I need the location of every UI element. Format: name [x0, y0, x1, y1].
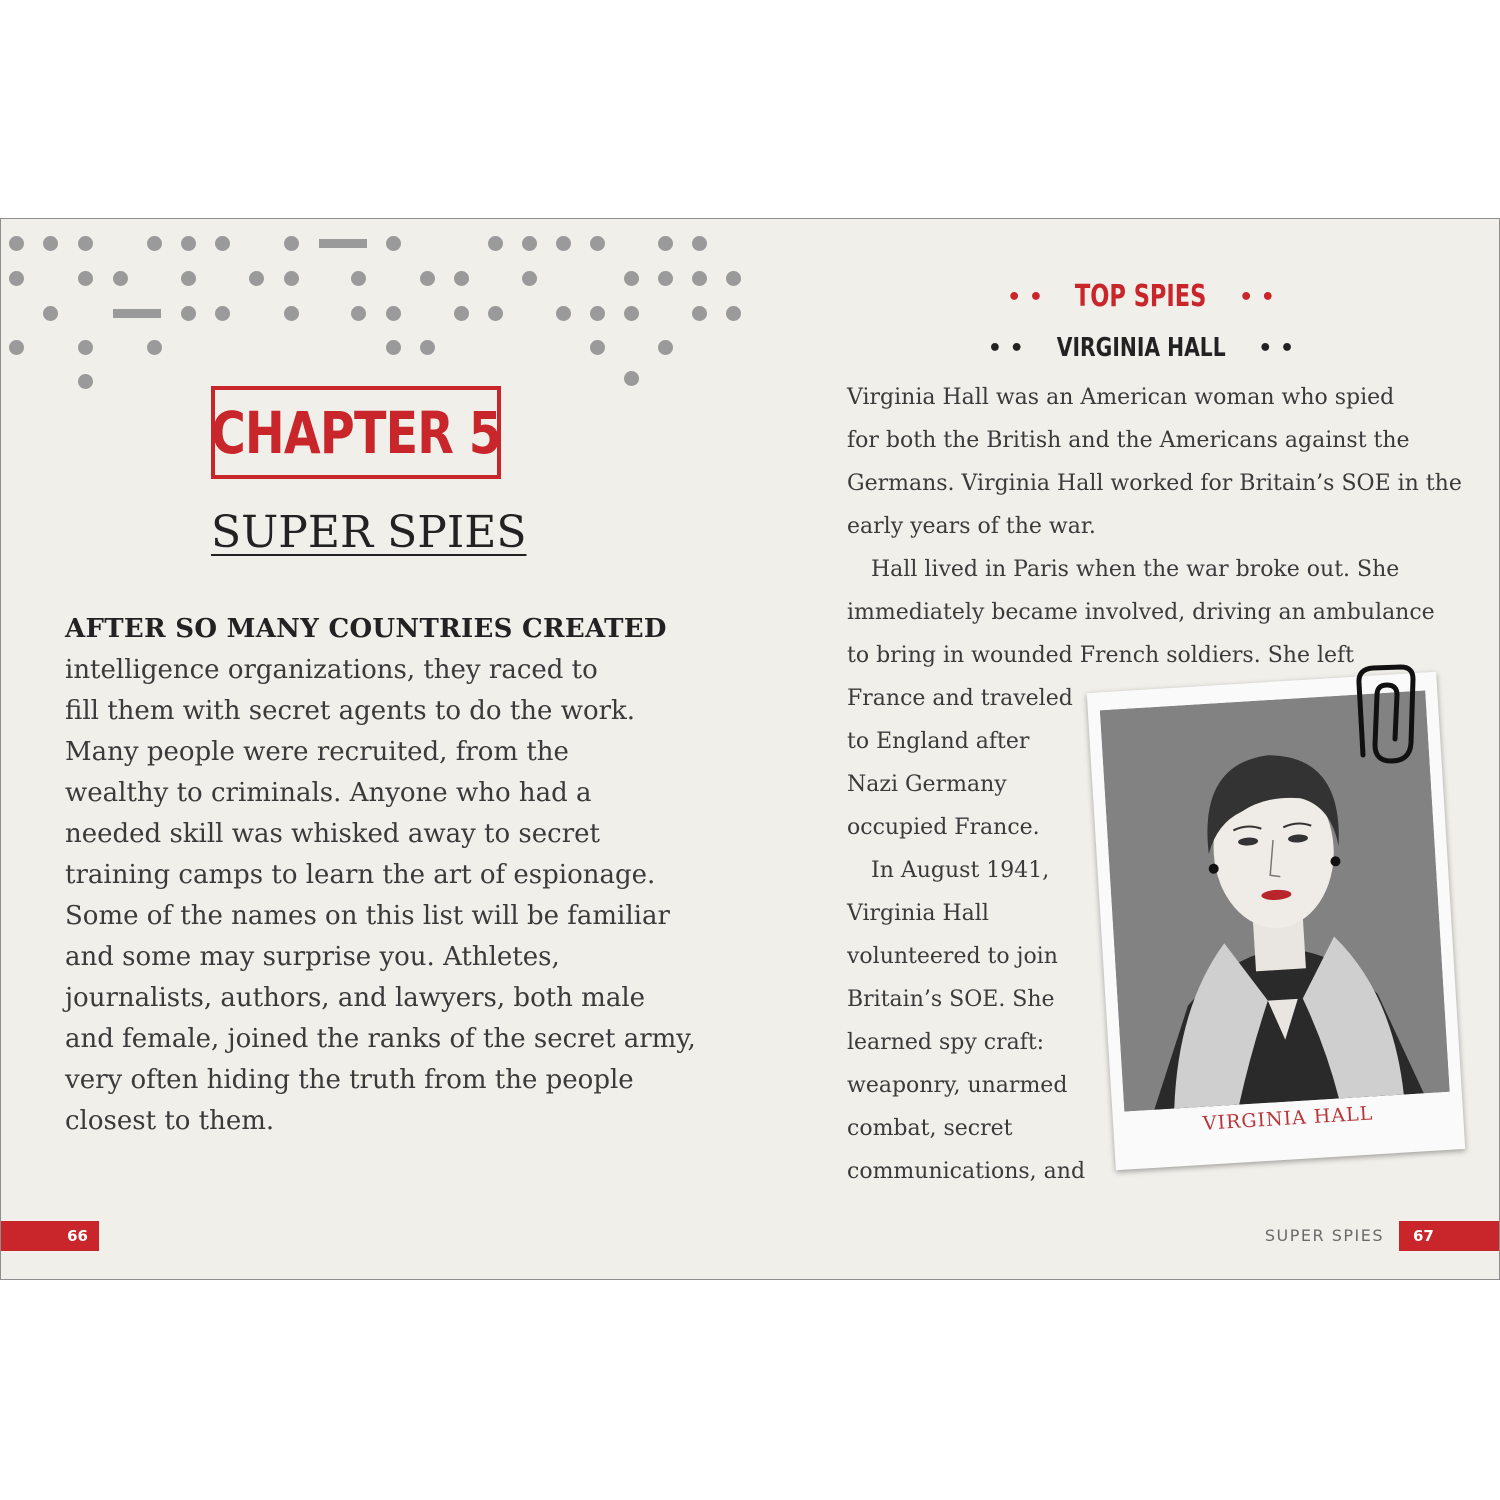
body-line: Britain’s SOE. She — [847, 987, 1055, 1012]
book-spread — [0, 218, 1500, 1280]
page-number: 67 — [1413, 1227, 1434, 1245]
bullet-icon: • • — [987, 336, 1024, 361]
body-line: for both the British and the Americans against the — [847, 428, 1410, 453]
body-line: fill them with secret agents to do the work. — [65, 696, 636, 726]
body-line: to England after — [847, 729, 1030, 754]
body-line: and female, joined the ranks of the secret army, — [65, 1024, 696, 1054]
body-line: communications, and — [847, 1159, 1086, 1184]
chapter-label: CHAPTER 5 — [210, 398, 502, 467]
body-line: occupied France. — [847, 815, 1040, 840]
photo-caption: VIRGINIA HALL — [1202, 1102, 1374, 1135]
page-number-bar-left — [1, 1221, 99, 1251]
spy-name-heading — [861, 333, 1421, 363]
running-head: SUPER SPIES — [1264, 1226, 1384, 1245]
body-line: France and traveled — [847, 686, 1073, 711]
page-number-bar-right — [1399, 1221, 1499, 1251]
chapter-label-box — [211, 386, 501, 479]
body-line: immediately became involved, driving an ambulance — [847, 600, 1435, 625]
bullet-icon: • • — [1239, 285, 1275, 310]
section-label-text: TOP SPIES — [1075, 279, 1207, 314]
body-line: Some of the names on this list will be familiar — [65, 901, 670, 931]
body-line: In August 1941, — [871, 858, 1050, 883]
body-line: learned spy craft: — [847, 1030, 1045, 1055]
body-line: training camps to learn the art of espionage. — [65, 860, 656, 890]
spy-name-heading-text: VIRGINIA HALL — [1056, 333, 1226, 363]
body-line: weaponry, unarmed — [847, 1073, 1068, 1098]
body-line: needed skill was whisked away to secret — [65, 819, 600, 849]
body-line: intelligence organizations, they raced to — [65, 655, 598, 685]
body-line: and some may surprise you. Athletes, — [65, 942, 560, 972]
body-line: journalists, authors, and lawyers, both male — [65, 983, 646, 1013]
lead-in: AFTER SO MANY COUNTRIES CREATED — [65, 614, 667, 644]
chapter-intro-text — [65, 609, 696, 1142]
body-line: volunteered to join — [847, 944, 1058, 969]
page-number: 66 — [67, 1227, 88, 1245]
bullet-icon: • • — [1007, 285, 1043, 310]
body-line: Virginia Hall — [847, 901, 989, 926]
section-label — [861, 279, 1421, 314]
body-line: Hall lived in Paris when the war broke out. She — [871, 557, 1400, 582]
bullet-icon: • • — [1258, 336, 1295, 361]
body-line: closest to them. — [65, 1106, 275, 1136]
body-line: Germans. Virginia Hall worked for Britain’s SOE in the — [847, 471, 1462, 496]
body-line: combat, secret — [847, 1116, 1013, 1141]
body-line: Virginia Hall was an American woman who spied — [847, 385, 1395, 410]
body-line: wealthy to criminals. Anyone who had a — [65, 778, 592, 808]
paperclip-icon — [1341, 663, 1417, 767]
body-line: Many people were recruited, from the — [65, 737, 569, 767]
body-line: early years of the war. — [847, 514, 1096, 539]
body-line: to bring in wounded French soldiers. She left — [847, 643, 1354, 668]
chapter-title: SUPER SPIES — [211, 507, 527, 558]
body-line: very often hiding the truth from the people — [65, 1065, 634, 1095]
body-line: Nazi Germany — [847, 772, 1007, 797]
